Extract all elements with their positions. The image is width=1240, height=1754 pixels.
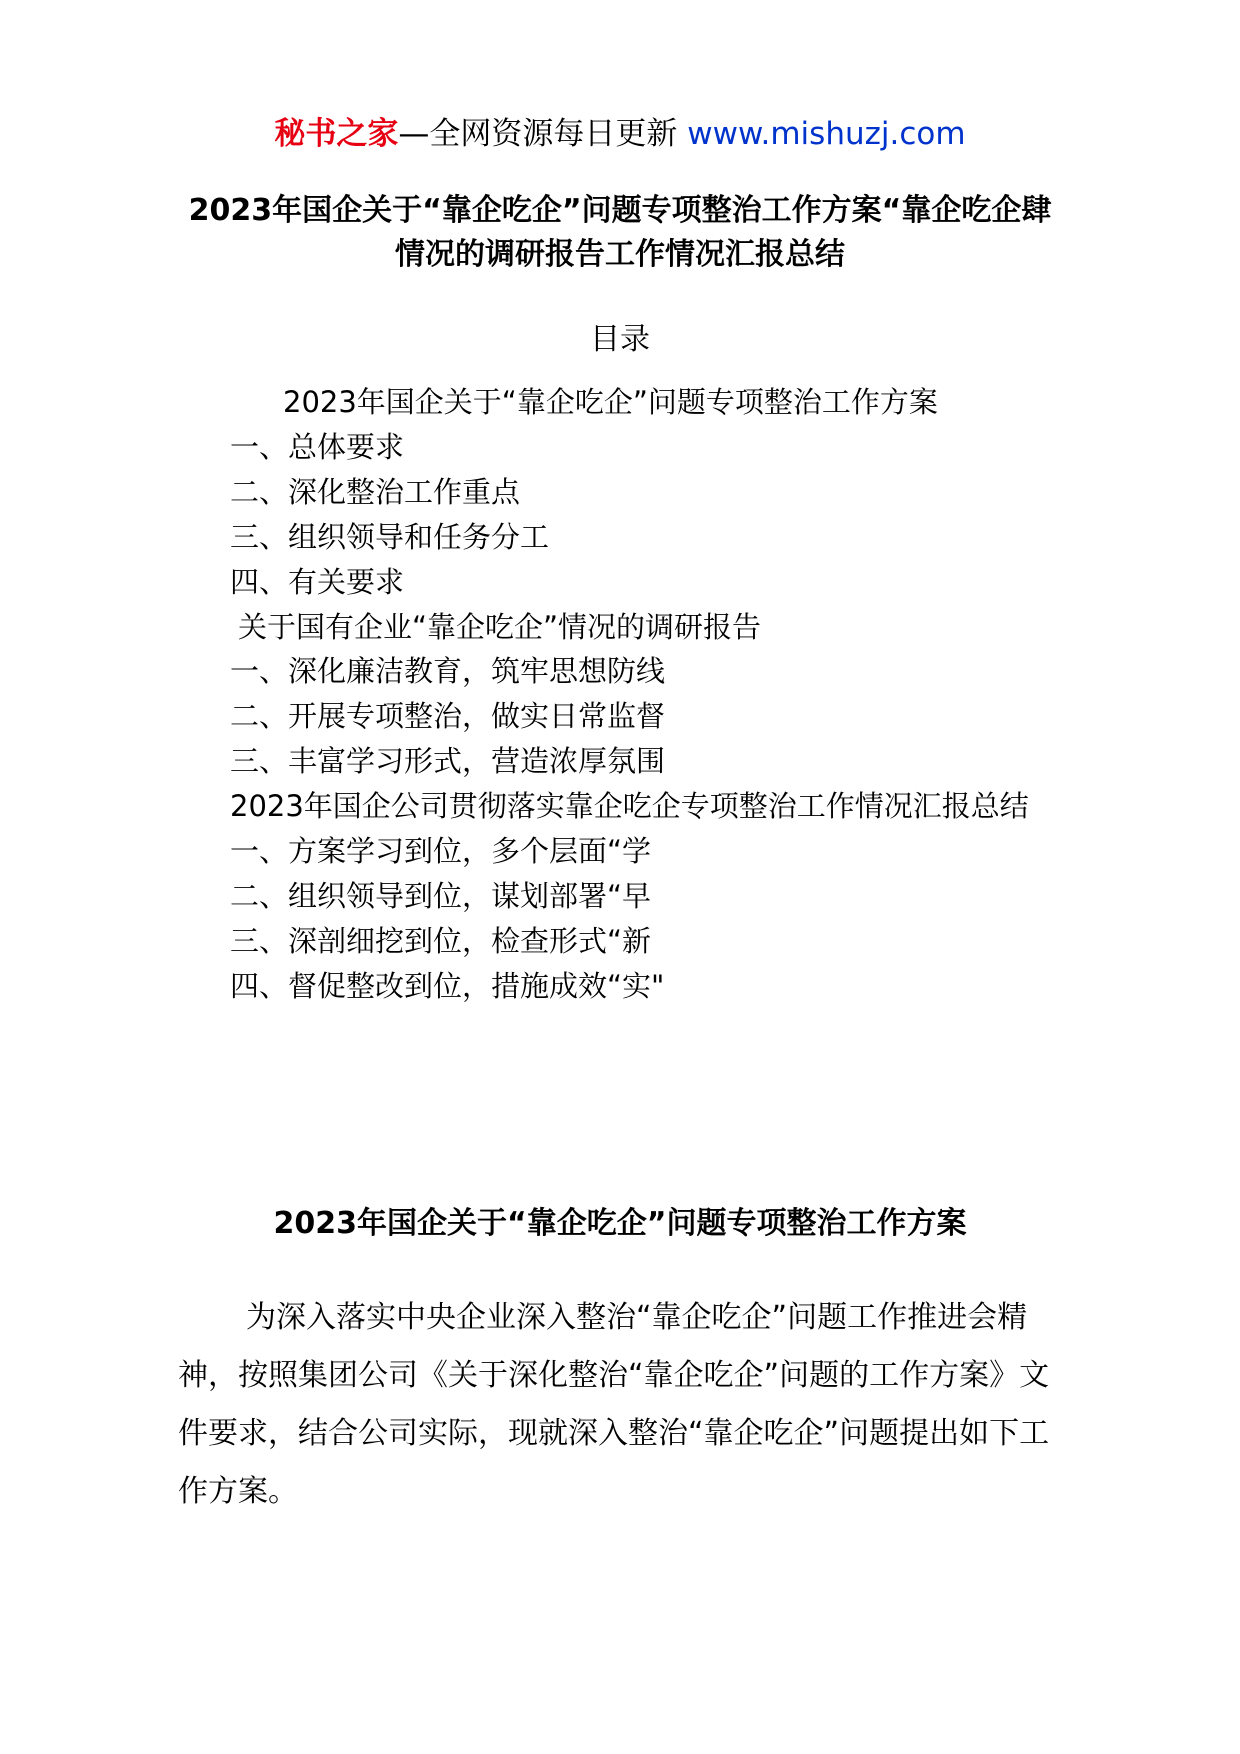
brand-name: 秘书之家 (274, 116, 399, 152)
toc-entry[interactable]: 二、深化整治工作重点 (230, 474, 521, 509)
toc-entry[interactable]: 三、丰富学习形式，营造浓厚氛围 (230, 744, 666, 779)
toc-heading: 目录 (590, 322, 650, 357)
section-title: 2023年国企关于“靠企吃企”问题专项整治工作方案 (273, 1206, 967, 1241)
toc-entry[interactable]: 二、组织领导到位，谋划部署“早 (230, 878, 652, 913)
toc-entry[interactable]: 一、方案学习到位，多个层面“学 (230, 834, 652, 869)
toc-entry[interactable]: 一、深化廉洁教育，筑牢思想防线 (230, 654, 666, 689)
toc-entry[interactable]: 关于国有企业“靠企吃企”情况的调研报告 (238, 609, 762, 644)
header-tagline: 全网资源每日更新 (429, 116, 678, 152)
toc-entry[interactable]: 三、深剖细挖到位，检查形式“新 (230, 923, 652, 958)
toc-entry[interactable]: 三、组织领导和任务分工 (230, 519, 550, 554)
toc-entry[interactable]: 2023年国企公司贯彻落实靠企吃企专项整治工作情况汇报总结 (230, 789, 1029, 824)
toc-entry[interactable]: 2023年国企关于“靠企吃企”问题专项整治工作方案 (283, 385, 938, 419)
toc-entry[interactable]: 四、有关要求 (230, 564, 405, 599)
site-header (0, 112, 1240, 156)
document-title: 2023年国企关于“靠企吃企”问题专项整治工作方案“靠企吃企肆情况的调研报告工作情况汇报总结 (188, 193, 1052, 272)
toc-entry[interactable]: 一、总体要求 (230, 429, 405, 464)
body-paragraph: 为深入落实中央企业深入整治“靠企吃企”问题工作推进会精神，按照集团公司《关于深化整治“靠企吃企”问题的工作方案》文件要求，结合公司实际，现就深入整治“靠企吃企”问题提出如下工作方案。 (178, 1300, 1050, 1509)
toc-entry[interactable]: 二、开展专项整治，做实日常监督 (230, 699, 666, 734)
header-dash: — (398, 116, 430, 152)
table-of-contents (178, 380, 1063, 1009)
site-url-link[interactable]: www.mishuzj.com (687, 116, 966, 152)
toc-entry[interactable]: 四、督促整改到位，措施成效“实" (230, 968, 665, 1003)
